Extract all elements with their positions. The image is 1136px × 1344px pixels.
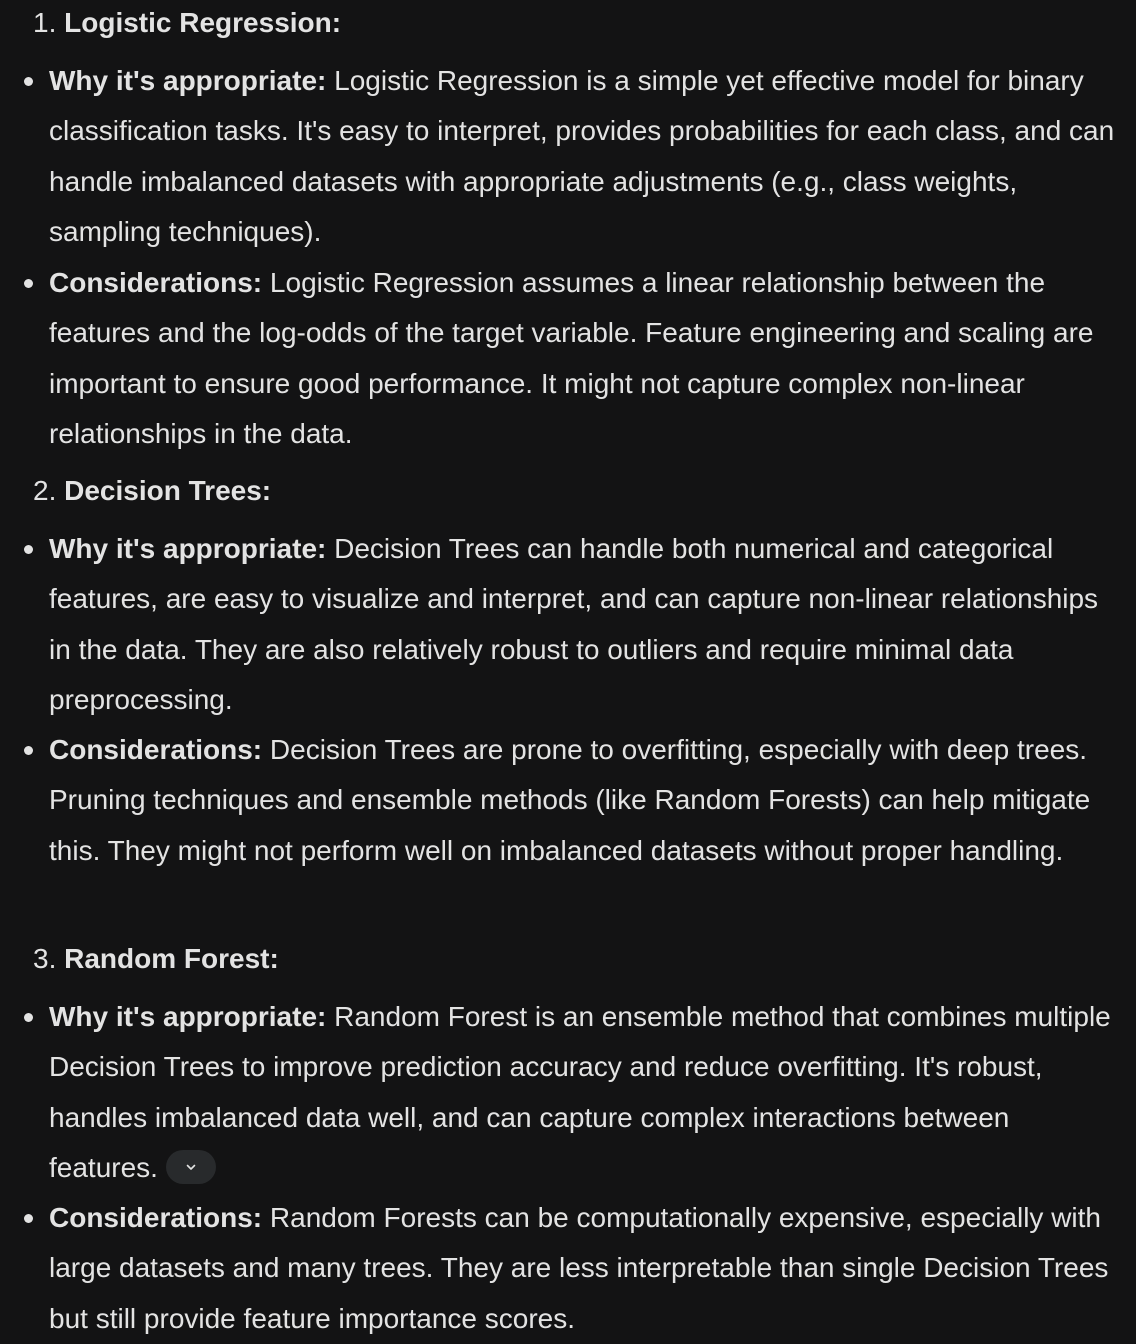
bullet-label: Considerations:	[49, 1202, 263, 1233]
bullet-label: Considerations:	[49, 734, 263, 765]
bullet-text: Logistic Regression is a simple yet effective model for binary classification tasks. It's easy to interpret, provides probabilities for each class, and can handle imbalanced datasets with appropriate adjustments (e.g., class weights, sampling techniques).	[49, 65, 1115, 247]
source-expand-chip[interactable]	[166, 1150, 216, 1184]
bullet-text: Logistic Regression assumes a linear relationship between the features and the log-odds of the target variable. Feature engineering and scaling are important to ensure good performance. It might not capture complex non-linear relationships in the data.	[49, 267, 1094, 449]
bullet-label: Why it's appropriate:	[49, 65, 327, 96]
section-title: Random Forest:	[64, 943, 279, 974]
list-item-why-appropriate	[49, 56, 1121, 257]
bullet-label: Considerations:	[49, 267, 263, 298]
list-item-why-appropriate	[49, 524, 1121, 725]
section-number: 1.	[33, 7, 57, 38]
bullet-text: Decision Trees can handle both numerical and categorical features, are easy to visualize and interpret, and can capture non-linear relationships in the data. They are also relatively robust to outliers and require minimal data preprocessing.	[49, 533, 1099, 715]
list-item-why-appropriate	[49, 992, 1121, 1193]
bullet-label: Why it's appropriate:	[49, 1001, 327, 1032]
section-number: 3.	[33, 943, 57, 974]
list-item-considerations	[49, 258, 1121, 459]
chevron-down-icon	[185, 1161, 197, 1173]
section-heading-decision-trees	[33, 471, 271, 511]
section-number: 2.	[33, 475, 57, 506]
bullet-text: Random Forest is an ensemble method that combines multiple Decision Trees to improve prediction accuracy and reduce overfitting. It's robust, handles imbalanced data well, and can capture complex interactions between features.	[49, 1001, 1111, 1183]
section-title: Decision Trees:	[64, 475, 272, 506]
section-heading-random-forest	[33, 939, 279, 979]
list-item-considerations	[49, 725, 1121, 876]
bullet-text: Random Forests can be computationally expensive, especially with large datasets and many trees. They are less interpretable than single Decision Trees but still provide feature importance scores.	[49, 1202, 1109, 1334]
section-title: Logistic Regression:	[64, 7, 342, 38]
list-item-considerations	[49, 1193, 1121, 1344]
bullet-label: Why it's appropriate:	[49, 533, 327, 564]
section-heading-logistic-regression	[33, 3, 341, 43]
bullet-text: Decision Trees are prone to overfitting, especially with deep trees. Pruning techniques and ensemble methods (like Random Forests) can help mitigate this. They might not perform well on imbalanced datasets without proper handling.	[49, 734, 1091, 866]
